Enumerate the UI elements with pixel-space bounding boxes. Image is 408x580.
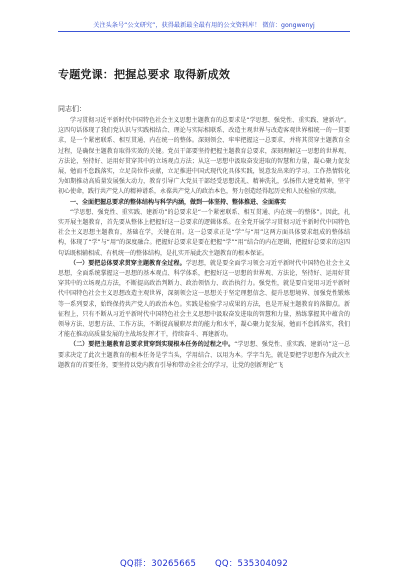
greeting: 同志们： — [58, 105, 86, 113]
intro-paragraph: 学习贯彻习近平新时代中国特色社会主义思想主题教育的总要求是“学思想、强党性、重实践、建新功”。这四句话体现了我们党认识与实践相结合、理论与实际相联系、改造主观世界与改造客观世界相统一的一贯要求，是一个紧密联系、相互贯通、内在统一的整体。深刻领会、牢牢把握这一总要求，并将其贯穿主题教育全过程，是确保主题教育取得实效的关键。党员干部要坚持把握主题教育总要求，深刻理解这一思想的世界观、方法论，坚持好、运用好贯穿其中的立场观点方法；从这一思想中汲取奋发进取的智慧和力量，凝心聚力促发展，勉而不怠践落实，立足岗位作贡献，立足推进中国式现代化具体实践，锐意发出来的学习。工作热情转化为如期推动高质量发展强大动力，教育引导广大党员干部经受思想洗礼、精神洗礼，弘扬伟大建党精神，坚守初心使命，践行共产党人的精神谱系，永葆共产党人的政治本色，努力创造经得起历史和人民检验的实绩。 — [58, 117, 350, 196]
subsection-1 — [58, 259, 350, 341]
document-title: 专题党课：把握总要求 取得新成效 — [58, 68, 231, 81]
footer-contact — [0, 557, 408, 569]
subsection-2 — [58, 340, 350, 371]
document-body — [58, 116, 350, 371]
footer-qq: QQ：535304092 — [215, 559, 288, 569]
section-heading: 一、全面把握总要求的整体结构与科学内涵，做到一体坚持、整体推进、全面落实 — [70, 198, 287, 206]
banner-text: 关注头条号“公文研究”，获得最新最全最有用的公文资料库！ 微信：gongwenyj — [93, 22, 315, 29]
banner-divider — [58, 31, 350, 32]
subsection-1-text: 学思想，就是要全面学习领会习近平新时代中国特色社会主义思想，全面系统掌握这一思想的基本观点、科学体系，把握好这一思想的世界观、方法论，坚持好、运用好贯穿其中的立场观点方法，不断提高政治判断力、政治领悟力、政治执行力。强党性，就是要自觉用习近平新时代中国特色社会主义思想改造主观世界，深刻领会这一思想关于坚定理想信念、提升思想境界、加强党性锻炼等一系列要求，始终保持共产党人的政治本色。实践是检验学习成果的方法，也是开展主题教育的落脚点。新征程上，只有不断从习近平新时代中国特色社会主义思想中汲取奋发进取的智慧和力量，熟练掌握其中蕴含的领导方法、思想方法、工作方法，不断提高履职尽责的能力和水平，凝心聚力促发展，勉而不怠抓落实，我们才能在推动高质量发展的主战场发挥才干，持续奋斗、再建新功。 — [58, 259, 350, 339]
subsection-2-lead: （二）要把主题教育总要求贯穿到实现根本任务的过程之中。 — [70, 341, 235, 349]
section-paragraph: “学思想、强党性、重实践、建新功”的总要求是“一个紧密联系、相互贯通、内在统一的整体”。因此，扎实开展主题教育，首先要从整体上把握好这一总要求的逻辑体系。在全党开展学习贯彻习近平新时代中国特色社会主义思想主题教育，基础在学，关键在用。这一总要求正是“学”与“用”这两方面具体要求组成的整体结构，体现了“学”与“用”的深度融合。把握好总要求是要在把握“学”“用”结合的内在逻辑，把握好总要求的这四句话既相辅相成、有机统一的整体结构，是扎实开展此次主题教育的根本保证。 — [58, 208, 350, 257]
subsection-1-lead: （一）要把总体要求贯穿主题教育全过程。 — [70, 259, 186, 267]
subsection-2-text: “学思想、强党性、重实践、建新功”这一总要求决定了此次主题教育的根本任务是学当头，学用结合、以用为本。学字当先，就是要把学思想作为此次主题教育的首要任务，要坚持以党内教育引导和带动全社会的学习，让党的创新理论“飞 — [58, 341, 350, 369]
footer-qq-group: QQ群：30265665 — [120, 559, 197, 569]
